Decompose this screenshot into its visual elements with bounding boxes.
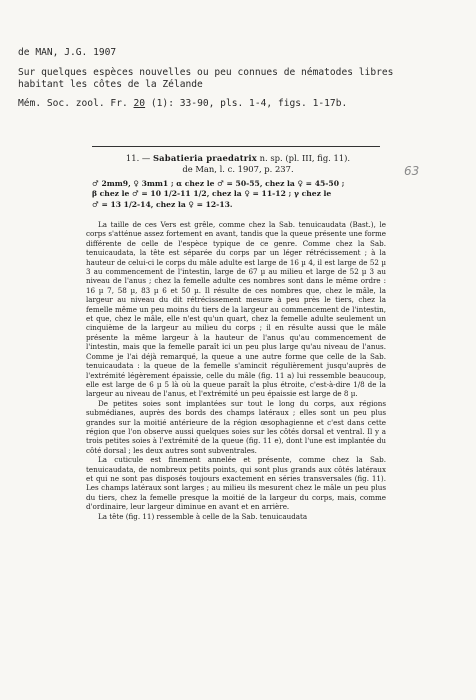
measurements-block bbox=[92, 179, 389, 210]
measurement-line: ♂ = 13 1/2-14, chez la ♀ = 12-13. bbox=[92, 199, 233, 209]
citation-journal-prefix: Mém. Soc. zool. Fr. bbox=[18, 98, 134, 109]
body-text bbox=[86, 220, 386, 521]
measurement-line: β chez le ♂ = 10 1/2-11 1/2, chez la ♀ = 11-12 ; γ chez le bbox=[92, 189, 332, 199]
paragraph-description: La taille de ces Vers est grêle, comme chez la Sab. tenuicaudata (Bast.), le corps s'atténue assez fortement en avant, tandis que la queue présente une forme différente de celle de l'espèce typique de ce genre. Comme chez la Sab. tenuicaudata, la tête est séparée du corps par un léger rétrécissement ; à la hauteur de celui-ci le corps du mâle adulte est large de 16 µ 4, il est large de 52 µ 3 au commencement de l'intestin, large de 67 µ au milieu et large de 52 µ 3 au niveau de l'anus ; chez la femelle adulte ces nombres sont dans le même ordre : 16 µ 7, 58 µ, 83 µ 6 et 50 µ. Il résulte de ces nombres que, chez le mâle, la largeur au niveau du dit rétrécissement mesure à peu près le tiers, chez la femelle même un peu moins du tiers de la largeur au commencement de l'intestin, et que, chez le mâle, elle n'est qu'un quart, chez la femelle adulte seulement un cinquième de la largeur au milieu du corps ; il en résulte aussi que le mâle présente la même largeur à la hauteur de l'anus qu'au commencement de l'intestin, mais que la femelle paraît ici un peu plus large qu'au niveau de l'anus. Comme je l'ai déjà remarqué, la queue a une autre forme que celle de la Sab. tenuicaudata : la queue de la femelle s'amincit régulièrement jusqu'auprès de l'extrémité légèrement épaissie, celle du mâle (fig. 11 a) lui ressemble beaucoup, elle est large de 6 µ 5 là où la queue paraît la plus étroite, c'est-à-dire 1/8 de la largeur au niveau de l'anus, et l'extrémité un peu épaissie est large de 8 µ. bbox=[86, 220, 386, 399]
citation-title-line1: Sur quelques espèces nouvelles ou peu connues de nématodes libres bbox=[18, 67, 394, 78]
species-heading bbox=[0, 153, 476, 163]
top-divider bbox=[92, 146, 380, 147]
species-number: 11. — bbox=[125, 153, 153, 163]
species-note: n. sp. (pl. III, fig. 11). bbox=[256, 153, 351, 163]
citation-title-line2: habitant les côtes de la Zélande bbox=[18, 79, 203, 90]
citation-journal bbox=[18, 98, 347, 109]
pencil-annotation: 63 bbox=[404, 164, 420, 178]
citation-volume: 20 bbox=[133, 98, 146, 109]
measurement-line: ♂ 2mm9, ♀ 3mm1 ; α chez le ♂ = 50-55, chez la ♀ = 45-50 ; bbox=[92, 179, 345, 188]
citation-pages: (1): 33-90, pls. 1-4, figs. 1-17b. bbox=[145, 98, 348, 109]
paragraph-setae: De petites soies sont implantées sur tout le long du corps, aux régions submédianes, auprès des bords des champs latéraux ; elles sont un peu plus grandes sur la moitié antérieure de la région œsophagienne et c'est dans cette région que l'on observe aussi quelques soies sur les côtés dorsal et ventral. Il y a trois petites soies à l'extrémité de la queue (fig. 11 e), dont l'une est implantée du côté dorsal ; les deux autres sont subventrales. bbox=[86, 398, 386, 455]
paragraph-head: La tête (fig. 11) ressemble à celle de la Sab. tenuicaudata bbox=[98, 511, 308, 521]
species-name: Sabatieria praedatrix bbox=[152, 153, 257, 163]
paragraph-cuticle: La cuticule est finement annelée et présente, comme chez la Sab. tenuicaudata, de nombreux petits points, qui sont plus grands aux côtés latéraux et qui ne sont pas disposés toujours exactement en séries transversales (fig. 11). Les champs latéraux sont larges ; au milieu ils mesurent chez le mâle un peu plus du tiers, chez la femelle presque la moitié de la largeur du corps, mais, comme d'ordinaire, leur largeur diminue en avant et en arrière. bbox=[86, 455, 386, 512]
citation-author-year: de MAN, J.G. 1907 bbox=[18, 47, 117, 58]
species-reference: de Man, l. c. 1907, p. 237. bbox=[182, 164, 294, 174]
